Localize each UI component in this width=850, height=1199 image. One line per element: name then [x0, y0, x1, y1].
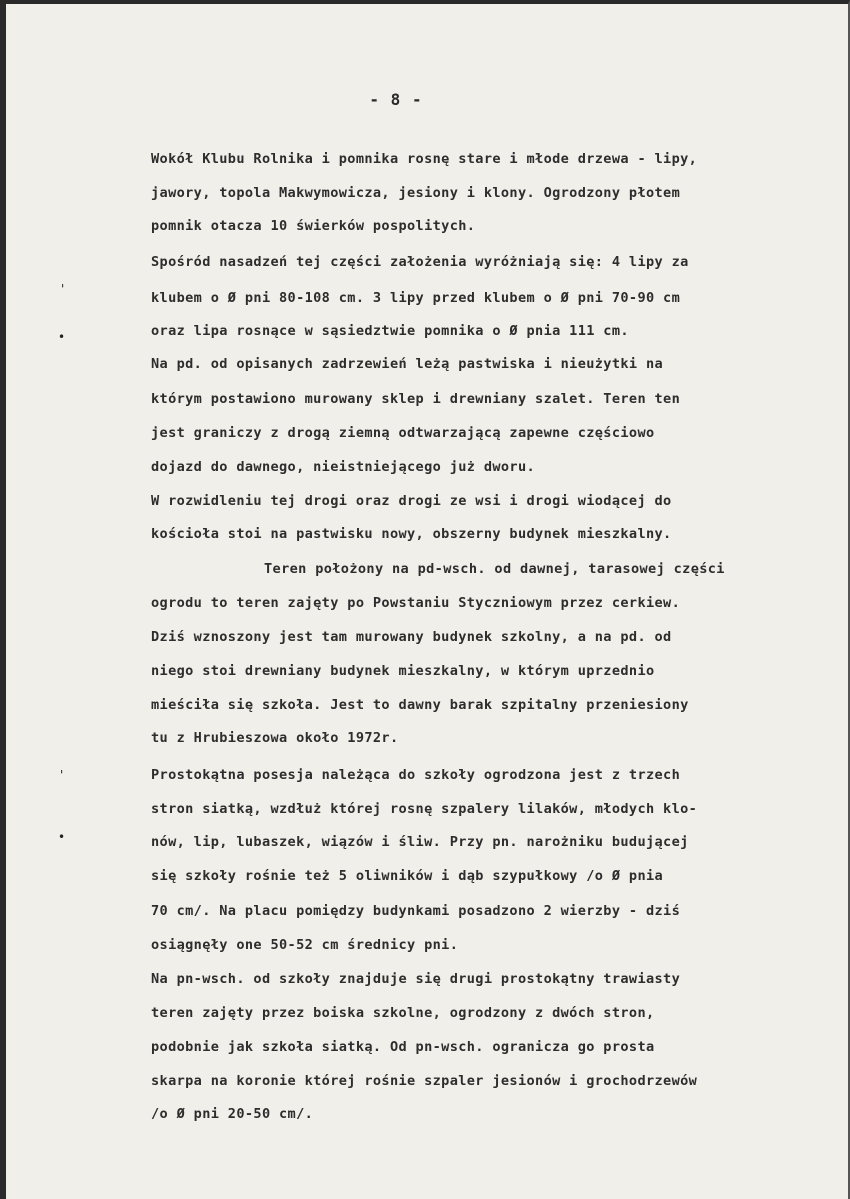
text-line: pomnik otacza 10 świerków pospolitych. — [151, 218, 476, 234]
text-line: dojazd do dawnego, nieistniejącego już dworu. — [151, 459, 536, 475]
margin-mark: • — [58, 830, 66, 844]
text-line: Prostokątna posesja należąca do szkoły ogrodzona jest z trzech — [151, 767, 681, 783]
page-number: - 8 - — [369, 90, 423, 109]
text-line: Teren położony na pd-wsch. od dawnej, tarasowej części — [264, 561, 725, 577]
text-line: klubem o Ø pni 80-108 cm. 3 lipy przed klubem o Ø pni 70-90 cm — [151, 290, 681, 306]
text-line: skarpa na koronie której rośnie szpaler jesionów i grochodrzewów — [151, 1073, 698, 1089]
text-line: mieściła się szkoła. Jest to dawny barak szpitalny przeniesiony — [151, 697, 689, 713]
text-line: osiągnęły one 50-52 cm średnicy pni. — [151, 937, 459, 953]
margin-mark: • — [58, 330, 66, 344]
text-line: oraz lipa rosnące w sąsiedztwie pomnika o Ø pnia 111 cm. — [151, 323, 629, 339]
text-line: Wokół Klubu Rolnika i pomnika rosnę stare i młode drzewa - lipy, — [151, 151, 698, 167]
text-line: nów, lip, lubaszek, wiązów i śliw. Przy pn. narożniku budującej — [151, 834, 689, 850]
text-line: Na pd. od opisanych zadrzewień leżą pastwiska i nieużytki na — [151, 356, 664, 372]
text-line: jawory, topola Makwymowicza, jesiony i klony. Ogrodzony płotem — [151, 185, 681, 201]
text-line: stron siatką, wzdłuż której rosnę szpalery lilaków, młodych klo- — [151, 801, 698, 817]
text-line: ogrodu to teren zajęty po Powstaniu Styczniowym przez cerkiew. — [151, 595, 681, 611]
margin-mark: ' — [60, 768, 64, 782]
text-line: teren zajęty przez boiska szkolne, ogrodzony z dwóch stron, — [151, 1005, 655, 1021]
text-line: niego stoi drewniany budynek mieszkalny, w którym uprzednio — [151, 663, 655, 679]
text-line: Na pn-wsch. od szkoły znajduje się drugi prostokątny trawiasty — [151, 971, 681, 987]
text-line: kościoła stoi na pastwisku nowy, obszerny budynek mieszkalny. — [151, 526, 672, 542]
text-line: 70 cm/. Na placu pomiędzy budynkami posadzono 2 wierzby - dziś — [151, 903, 681, 919]
text-line: się szkoły rośnie też 5 oliwników i dąb szypułkowy /o Ø pnia — [151, 868, 664, 884]
text-line: /o Ø pni 20-50 cm/. — [151, 1106, 314, 1122]
text-line: którym postawiono murowany sklep i drewniany szalet. Teren ten — [151, 391, 681, 407]
margin-mark: ' — [61, 282, 65, 296]
text-line: podobnie jak szkoła siatką. Od pn-wsch. ogranicza go prosta — [151, 1039, 655, 1055]
text-line: W rozwidleniu tej drogi oraz drogi ze wsi i drogi wiodącej do — [151, 493, 672, 509]
text-line: Dziś wznoszony jest tam murowany budynek szkolny, a na pd. od — [151, 629, 672, 645]
text-line: tu z Hrubieszowa około 1972r. — [151, 730, 399, 746]
text-line: jest graniczy z drogą ziemną odtwarzającą zapewne częściowo — [151, 425, 655, 441]
text-line: Spośród nasadzeń tej części założenia wyróżniają się: 4 lipy za — [151, 254, 689, 270]
